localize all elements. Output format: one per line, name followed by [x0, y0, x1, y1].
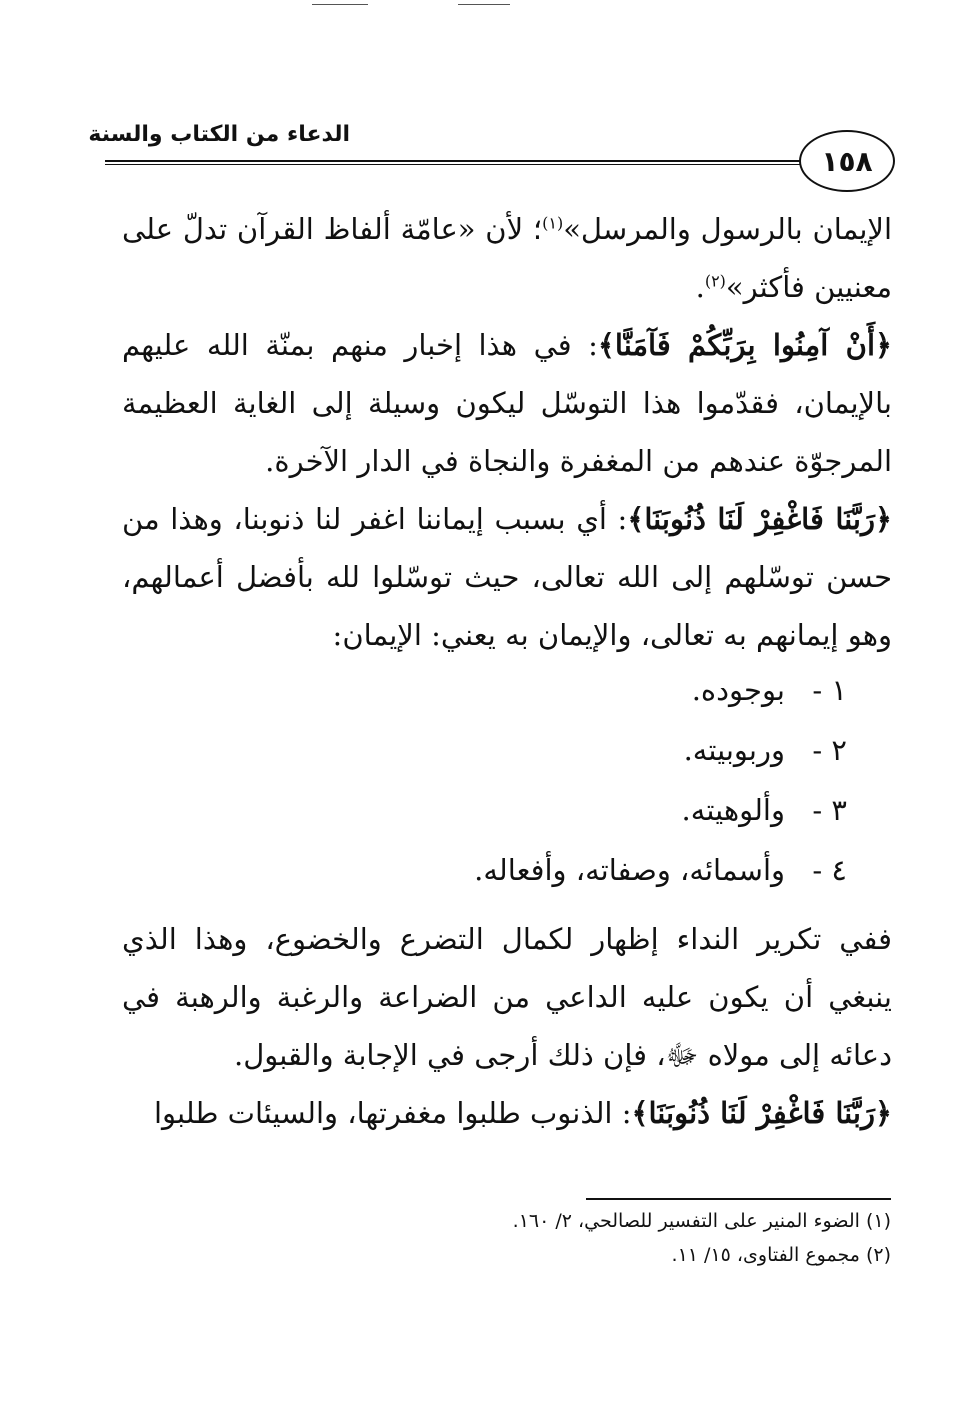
paragraph-text: .: [695, 270, 705, 304]
paragraph-text: الإيمان بالرسول والمرسل»: [563, 212, 893, 246]
quran-verse: ﴿رَبَّنَا فَاغْفِرْ لَنَا ذُنُوبَنَا﴾: [631, 1096, 892, 1130]
paragraph-2: [122, 316, 892, 490]
paragraph-3: [122, 490, 892, 664]
footnote-2: (٢) مجموع الفتاوى، ١٥/ ١١.: [671, 1244, 891, 1266]
numbered-list: [474, 660, 847, 900]
quran-verse: ﴿أَنْ آمِنُوا بِرَبِّكُمْ فَآمَنَّا﴾: [597, 328, 892, 362]
footnotes: [191, 1204, 891, 1272]
list-number: ١ -: [812, 673, 847, 707]
paragraph-text: : أي بسبب إيماننا اغفر لنا ذنوبنا، وهذا من حسن توسّلهم إلى الله تعالى، حيث توسّلوا لله بأفضل أعمالهم، وهو إيمانهم به تعالى، والإيمان به يعني: الإيمان:: [122, 502, 892, 652]
list-item: [474, 780, 847, 840]
list-number: ٣ -: [812, 793, 847, 827]
list-item: [474, 720, 847, 780]
paragraph-5: [122, 1084, 892, 1142]
list-text: وألوهيته.: [681, 793, 785, 827]
paragraph-text: : الذنوب طلبوا مغفرتها، والسيئات طلبوا: [153, 1096, 632, 1130]
footnote-1: (١) الضوء المنير على التفسير للصالحي، ٢/ ١٦٠.: [512, 1210, 891, 1232]
list-item: [474, 660, 847, 720]
main-text: [122, 200, 892, 664]
footnote-rule: [586, 1198, 891, 1200]
footnote-ref-2[interactable]: (٢): [704, 271, 726, 291]
paragraph-text: ؛ لأن «عامّة ألفاظ القرآن تدلّ على معنيين فأكثر»: [122, 212, 892, 304]
list-number: ٢ -: [812, 733, 847, 767]
paragraph-4: ففي تكرير النداء إظهار لكمال التضرع والخضوع، وهذا الذي ينبغي أن يكون عليه الداعي من الضراعة والرغبة والرهبة في دعائه إلى مولاه ﷻ، فإن ذلك أرجى في الإجابة والقبول.: [122, 922, 892, 1072]
page-header: [88, 120, 895, 190]
list-number: ٤ -: [812, 853, 847, 887]
header-rule: [105, 160, 835, 165]
main-text-continued: [122, 910, 892, 1142]
top-crop-marks: [0, 4, 979, 10]
running-title: الدعاء من الكتاب والسنة: [88, 122, 350, 147]
page-number: ١٥٨: [799, 130, 895, 192]
list-text: وربوبيته.: [683, 733, 785, 767]
paragraph-1: [122, 200, 892, 316]
list-item: [474, 840, 847, 900]
paragraph-text: : في هذا إخبار منهم بمنّة الله عليهم بالإيمان، فقدّموا هذا التوسّل ليكون وسيلة إلى الغاية العظيمة المرجوّة عندهم من المغفرة والنجاة في الدار الآخرة.: [122, 328, 892, 478]
list-text: وأسمائه، وصفاته، وأفعاله.: [474, 853, 785, 887]
footnote-ref-1[interactable]: (١): [542, 213, 564, 233]
list-text: بوجوده.: [691, 673, 785, 707]
quran-verse: ﴿رَبَّنَا فَاغْفِرْ لَنَا ذُنُوبَنَا﴾: [627, 502, 892, 536]
